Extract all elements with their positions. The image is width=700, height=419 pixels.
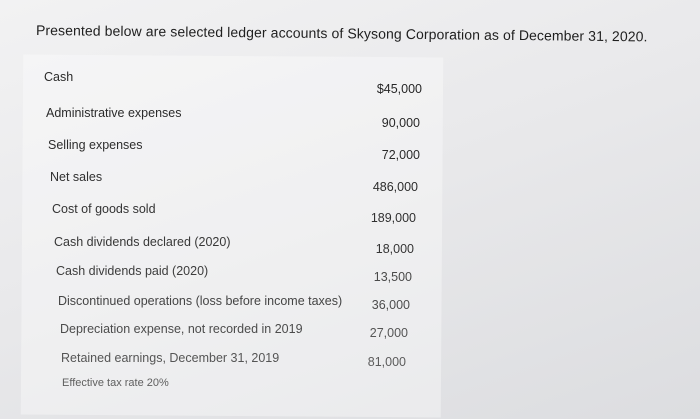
account-value-depreciation-expense: 27,000 xyxy=(369,326,408,340)
account-label-cash: Cash xyxy=(44,70,74,84)
account-value-retained-earnings: 81,000 xyxy=(367,355,406,369)
tax-rate-note: Effective tax rate 20% xyxy=(62,377,169,389)
account-value-net-sales: 486,000 xyxy=(372,180,418,194)
account-value-discontinued-operations: 36,000 xyxy=(371,298,410,312)
account-value-cash: $45,000 xyxy=(376,82,422,96)
problem-intro: Presented below are selected ledger accounts of Skysong Corporation as of December 31, 2020. xyxy=(35,22,648,45)
account-label-discontinued-operations: Discontinued operations (loss before income taxes) xyxy=(58,294,343,308)
account-value-cash-dividends-paid: 13,500 xyxy=(373,270,412,284)
account-label-cash-dividends-declared: Cash dividends declared (2020) xyxy=(54,235,231,249)
account-label-cash-dividends-paid: Cash dividends paid (2020) xyxy=(56,264,209,278)
account-value-cost-of-goods-sold: 189,000 xyxy=(370,211,416,225)
account-label-net-sales: Net sales xyxy=(50,170,103,184)
account-label-administrative-expenses: Administrative expenses xyxy=(46,106,182,120)
account-value-cash-dividends-declared: 18,000 xyxy=(375,242,414,256)
account-label-cost-of-goods-sold: Cost of goods sold xyxy=(52,202,156,216)
account-value-administrative-expenses: 90,000 xyxy=(381,116,420,130)
account-value-selling-expenses: 72,000 xyxy=(381,148,420,162)
account-label-retained-earnings: Retained earnings, December 31, 2019 xyxy=(61,351,280,365)
account-label-selling-expenses: Selling expenses xyxy=(48,138,143,152)
account-label-depreciation-expense: Depreciation expense, not recorded in 2019 xyxy=(60,322,303,336)
